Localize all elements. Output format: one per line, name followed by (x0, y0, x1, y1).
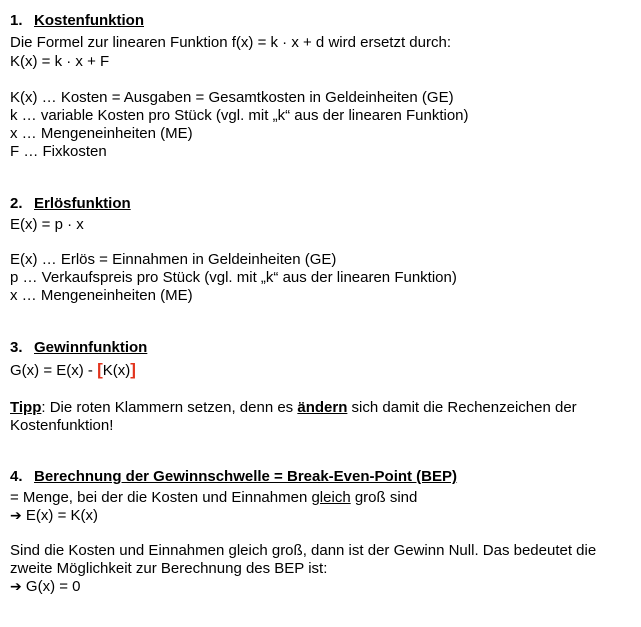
section-1-heading (10, 12, 144, 30)
section-4-title: Berechnung der Gewinnschwelle = Break-Even-Point (BEP) (34, 468, 458, 485)
formula-prefix: G(x) = E(x) - (10, 362, 98, 379)
red-bracket-close: ] (130, 360, 136, 379)
tip-emphasis: ändern (297, 399, 348, 416)
condition-2: G(x) = 0 (21, 578, 81, 595)
section-1-intro: Die Formel zur linearen Funktion f(x) = k · x + d wird ersetzt durch: (10, 34, 451, 51)
tip-line-2: Kostenfunktion! (10, 417, 114, 434)
section-2-heading (10, 195, 131, 213)
section-1-definition: K(x) … Kosten = Ausgaben = Gesamtkosten in Geldeinheiten (GE) (10, 89, 454, 106)
section-1-title: Kostenfunktion (34, 12, 144, 29)
section-3-heading (10, 339, 147, 357)
section-2-definition: E(x) … Erlös = Einnahmen in Geldeinheiten (GE) (10, 251, 337, 268)
right-arrow-icon: ➔ (10, 579, 22, 595)
section-2-definition: x … Mengeneinheiten (ME) (10, 287, 193, 304)
tip-label: Tipp (10, 399, 42, 416)
section-4-text-line-2: zweite Möglichkeit zur Berechnung des BEP ist: (10, 560, 328, 577)
section-2-definition: p … Verkaufspreis pro Stück (vgl. mit „k“ aus der linearen Funktion) (10, 269, 457, 286)
definition-prefix: = Menge, bei der die Kosten und Einnahmen (10, 489, 312, 506)
section-2-title: Erlösfunktion (34, 195, 131, 212)
condition-line-1 (10, 507, 98, 525)
section-4-number: 4. (10, 468, 23, 485)
right-arrow-icon: ➔ (10, 508, 22, 524)
section-1-definition: k … variable Kosten pro Stück (vgl. mit „k“ aus der linearen Funktion) (10, 107, 469, 124)
formula-inner: K(x) (102, 362, 131, 379)
red-bracket-open: [ (97, 360, 103, 379)
section-2-number: 2. (10, 195, 23, 212)
condition-1: E(x) = K(x) (21, 507, 98, 524)
section-2-formula: E(x) = p · x (10, 216, 84, 233)
section-4-definition (10, 489, 417, 507)
section-3-number: 3. (10, 339, 23, 356)
definition-emphasis: gleich (311, 489, 351, 506)
condition-line-2 (10, 578, 81, 596)
tip-line-1 (10, 399, 577, 417)
section-3-title: Gewinnfunktion (34, 339, 148, 356)
section-1-formula: K(x) = k · x + F (10, 53, 110, 70)
section-3-formula (10, 361, 136, 380)
section-4-text-line-1: Sind die Kosten und Einnahmen gleich groß, dann ist der Gewinn Null. Das bedeutet die (10, 542, 597, 559)
tip-text-1: : Die roten Klammern setzen, denn es (41, 399, 298, 416)
section-1-number: 1. (10, 12, 23, 29)
section-1-definition: x … Mengeneinheiten (ME) (10, 125, 193, 142)
section-1-definition: F … Fixkosten (10, 143, 107, 160)
section-4-heading (10, 468, 457, 486)
tip-text-2: sich damit die Rechenzeichen der (347, 399, 577, 416)
definition-suffix: groß sind (350, 489, 418, 506)
